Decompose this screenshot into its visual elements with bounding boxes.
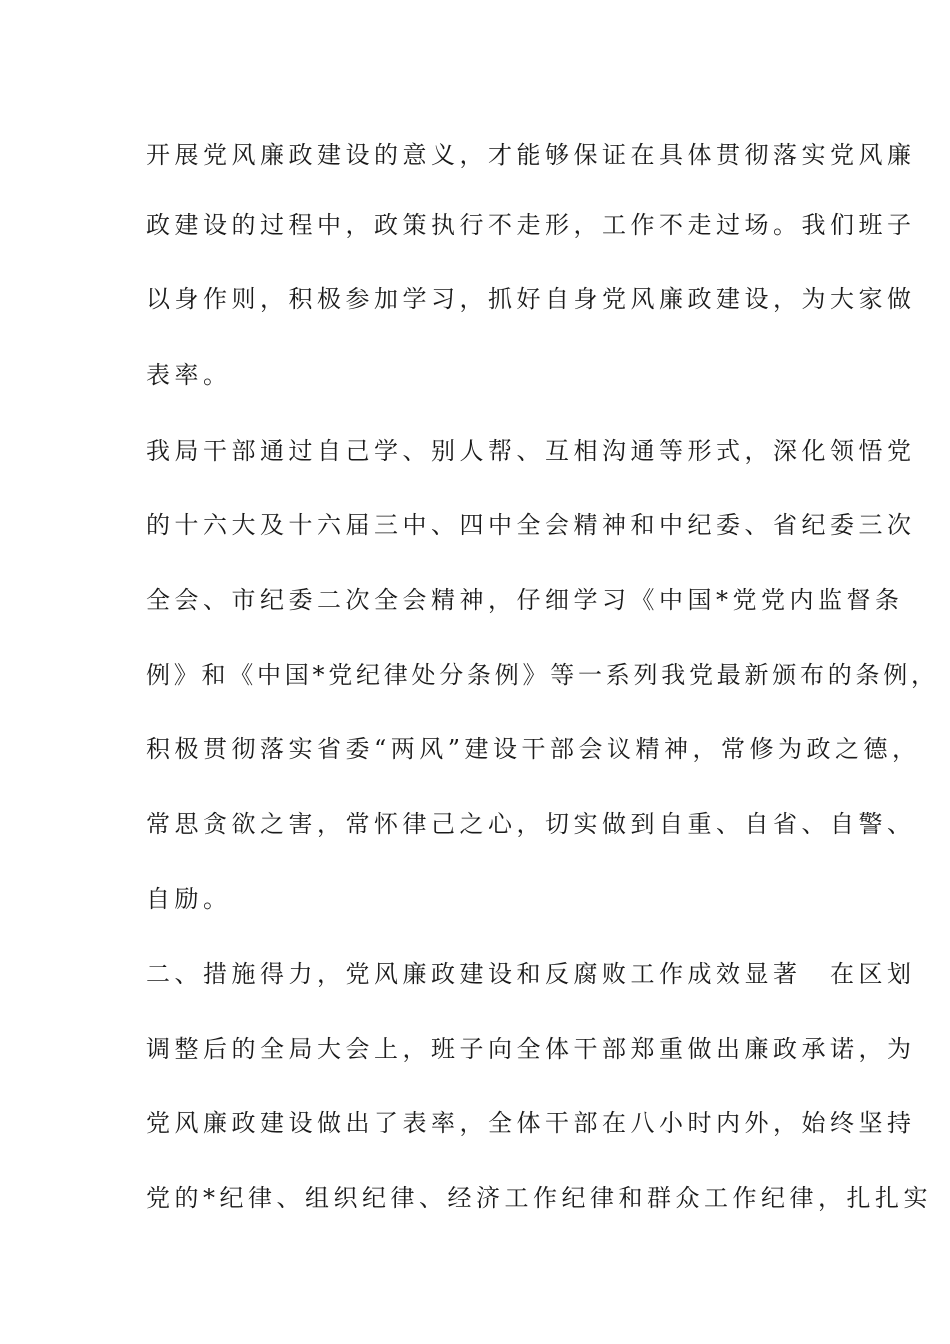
text-line-4: 表率。	[146, 361, 232, 389]
text-line-15: 党的*纪律、组织纪律、经济工作纪律和群众工作纪律，扎扎实	[146, 1184, 932, 1212]
text-line-1: 开展党风廉政建设的意义，才能够保证在具体贯彻落实党风廉	[146, 141, 916, 169]
text-line-7: 全会、市纪委二次全会精神，仔细学习《中国*党党内监督条	[146, 586, 904, 614]
text-line-9: 积极贯彻落实省委“两风”建设干部会议精神，常修为政之德，	[146, 735, 921, 763]
text-line-5: 我局干部通过自己学、别人帮、互相沟通等形式，深化领悟党	[146, 437, 916, 465]
text-line-13: 调整后的全局大会上，班子向全体干部郑重做出廉政承诺，为	[146, 1035, 916, 1063]
text-line-2: 政建设的过程中，政策执行不走形，工作不走过场。我们班子	[146, 211, 916, 239]
text-line-8: 例》和《中国*党纪律处分条例》等一系列我党最新颁布的条例，	[146, 661, 939, 689]
text-line-12: 二、措施得力，党风廉政建设和反腐败工作成效显著 在区划	[146, 960, 916, 988]
text-line-3: 以身作则，积极参加学习，抓好自身党风廉政建设，为大家做	[146, 285, 916, 313]
text-line-10: 常思贪欲之害，常怀律己之心，切实做到自重、自省、自警、	[146, 810, 916, 838]
text-line-6: 的十六大及十六届三中、四中全会精神和中纪委、省纪委三次	[146, 511, 916, 539]
text-line-11: 自励。	[146, 885, 232, 913]
text-line-14: 党风廉政建设做出了表率，全体干部在八小时内外，始终坚持	[146, 1109, 916, 1137]
